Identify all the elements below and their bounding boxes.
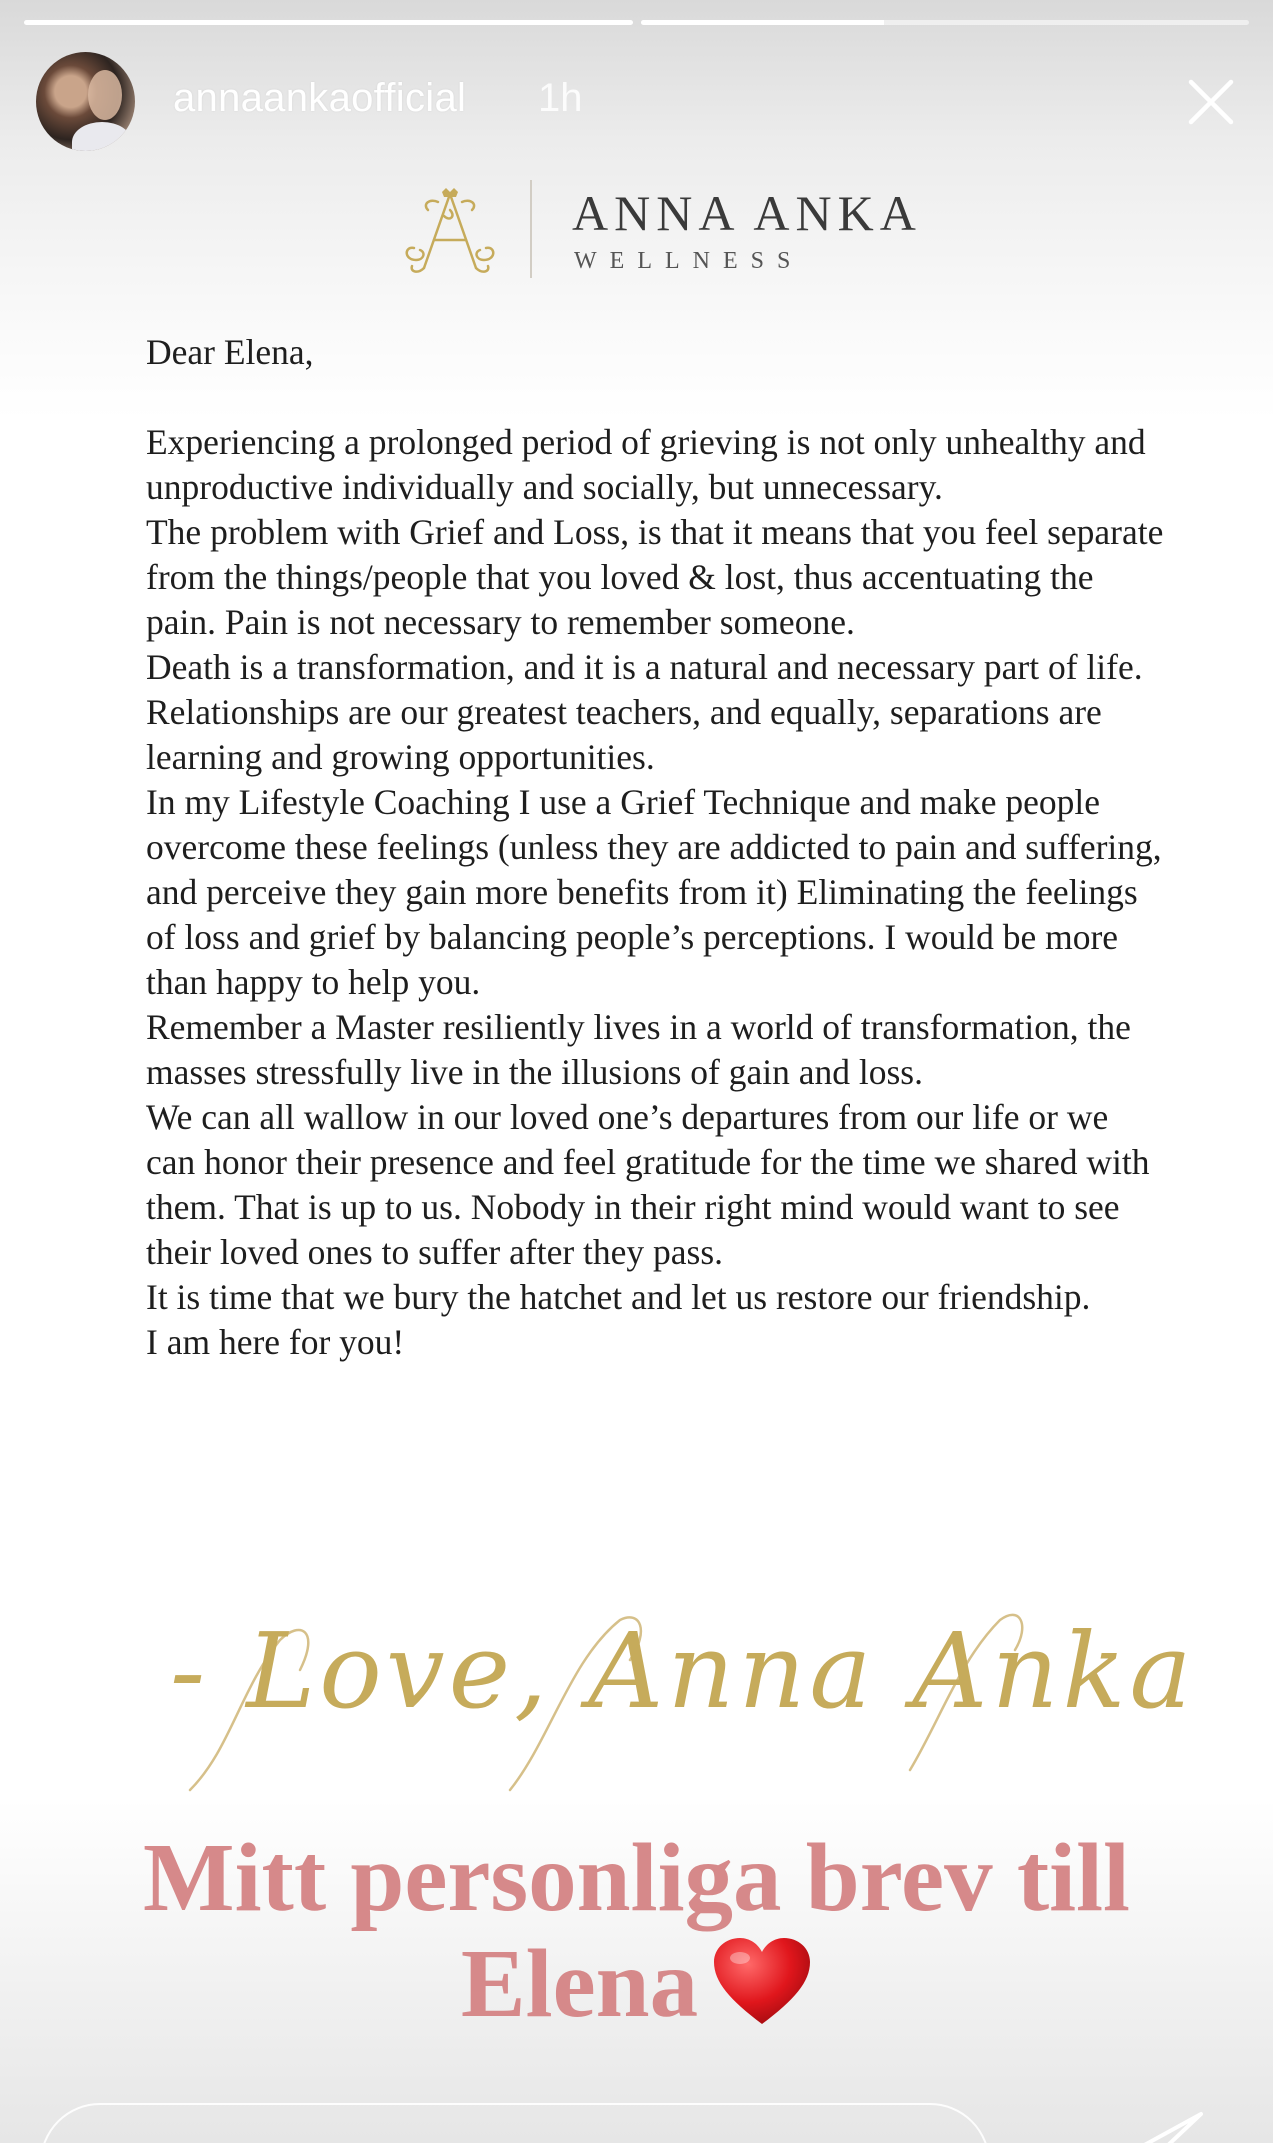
letter-body bbox=[146, 330, 1166, 1365]
progress-segment bbox=[641, 20, 1250, 25]
letter-paragraph: Death is a transformation, and it is a natural and necessary part of life. Relationships are our greatest teachers, and equally, separations are learning and growing opportunities. bbox=[146, 647, 1143, 777]
close-icon[interactable] bbox=[1181, 72, 1241, 132]
letter-paragraph: Experiencing a prolonged period of grieving is not only unhealthy and unproductive individually and socially, but unnecessary. bbox=[146, 422, 1146, 507]
avatar-shirt bbox=[72, 122, 132, 151]
letterhead bbox=[0, 180, 1273, 280]
avatar-face bbox=[88, 70, 122, 120]
progress-fill bbox=[641, 20, 884, 25]
letter-paragraph: It is time that we bury the hatchet and let us restore our friendship. bbox=[146, 1277, 1091, 1317]
story-header bbox=[36, 52, 1237, 152]
letter-paragraph: The problem with Grief and Loss, is that it means that you feel separate from the things/people that you loved & lost, thus accentuating the pain. Pain is not necessary to remember someone. bbox=[146, 512, 1164, 642]
monogram-crest-icon bbox=[400, 188, 500, 278]
avatar[interactable] bbox=[36, 52, 135, 151]
letter-paragraph: We can all wallow in our loved one’s departures from our life or we can honor their presence and feel gratitude for the time we shared with them. That is up to us. Nobody in their right mind would want to see their loved ones to suffer after they pass. bbox=[146, 1097, 1150, 1272]
progress-fill bbox=[24, 20, 633, 25]
username[interactable]: annaankaofficial bbox=[173, 76, 467, 120]
post-time: 1h bbox=[538, 76, 583, 120]
story-caption bbox=[60, 1825, 1213, 2037]
story-progress bbox=[24, 20, 1249, 26]
send-icon[interactable] bbox=[1135, 2110, 1205, 2143]
signature-text: - Love, Anna Anka bbox=[170, 1610, 1196, 1732]
letter-paragraph: Remember a Master resiliently lives in a world of transformation, the masses stressfully live in the illusions of gain and loss. bbox=[146, 1007, 1131, 1092]
letter-paragraph: I am here for you! bbox=[146, 1322, 405, 1362]
heart-icon bbox=[712, 1936, 812, 2028]
progress-segment bbox=[24, 20, 633, 25]
brand-tagline: WELLNESS bbox=[574, 248, 804, 274]
reply-input[interactable] bbox=[40, 2103, 990, 2143]
signature bbox=[170, 1600, 1196, 1800]
letter-paragraph: In my Lifestyle Coaching I use a Grief Technique and make people overcome these feelings (unless they are addicted to pain and suffering, and perceive they gain more benefits from it) Eliminating the feelings of loss and grief by balancing people’s perceptions. I would be more than happy to help you. bbox=[146, 782, 1162, 1002]
logo-divider bbox=[530, 180, 532, 278]
letter-salutation: Dear Elena, bbox=[146, 332, 314, 372]
caption-text: Mitt personliga brev till Elena bbox=[143, 1824, 1130, 2037]
brand-name: ANNA ANKA bbox=[572, 185, 922, 241]
